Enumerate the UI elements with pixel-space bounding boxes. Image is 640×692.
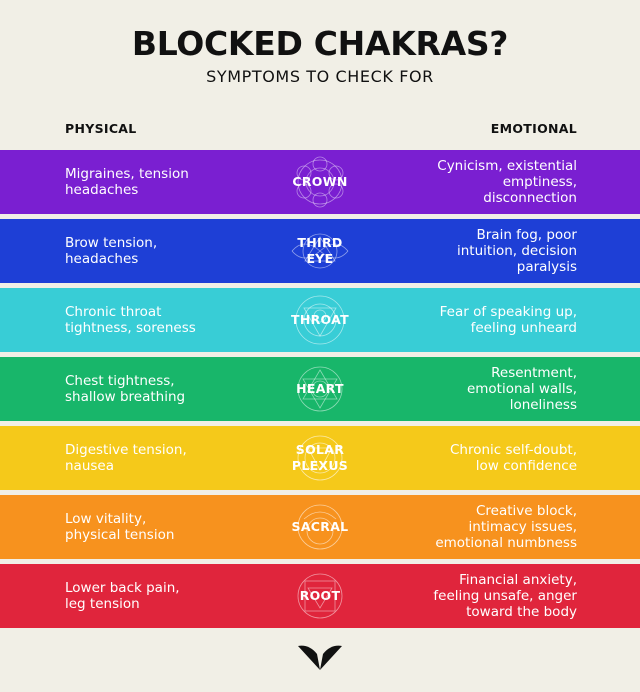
chakra-emblem [280,150,360,214]
emotional-symptoms-text: Creative block, intimacy issues, emotional numbness [435,503,577,551]
chakra-row-third-eye [0,219,640,283]
emotional-symptoms-text: Fear of speaking up, feeling unheard [439,304,577,336]
chakra-emblem [280,426,360,490]
emotional-symptoms [357,564,577,628]
chakra-name: HEART [296,381,344,396]
emotional-symptoms [357,495,577,559]
page-subtitle: SYMPTOMS TO CHECK FOR [206,67,434,86]
chakra-emblem [280,288,360,352]
emotional-symptoms [357,219,577,283]
chakra-emblem [280,495,360,559]
physical-column-header: PHYSICAL [65,121,137,136]
emotional-symptoms-text: Brain fog, poor intuition, decision paralysis [457,227,577,275]
emotional-symptoms [357,357,577,421]
emotional-symptoms [357,288,577,352]
chakra-name: THIRD EYE [297,235,343,266]
wings-logo-icon [295,640,345,672]
emotional-symptoms-text: Chronic self-doubt, low confidence [449,442,577,474]
chakra-name: SACRAL [291,519,349,534]
chakra-emblem [280,357,360,421]
chakra-row-throat [0,288,640,352]
physical-symptoms: Lower back pain, leg tension [65,580,180,612]
emotional-symptoms [357,150,577,214]
physical-symptoms: Brow tension, headaches [65,235,158,267]
emotional-symptoms-text: Financial anxiety, feeling unsafe, anger toward the body [433,572,577,620]
chakra-emblem [280,564,360,628]
chakra-name: CROWN [292,174,348,189]
chakra-row-sacral [0,495,640,559]
emotional-symptoms-text: Cynicism, existential emptiness, disconnection [437,158,577,206]
emotional-column-header: EMOTIONAL [490,121,577,136]
chakra-name: SOLAR PLEXUS [291,442,349,473]
physical-symptoms: Low vitality, physical tension [65,511,175,543]
chakra-row-heart [0,357,640,421]
physical-symptoms: Digestive tension, nausea [65,442,187,474]
chakra-emblem [280,219,360,283]
chakra-name: THROAT [291,312,349,327]
physical-symptoms: Chronic throat tightness, soreness [65,304,196,336]
page-title: BLOCKED CHAKRAS? [131,24,509,63]
emotional-symptoms-text: Resentment, emotional walls, loneliness [466,365,577,413]
chakra-row-crown [0,150,640,214]
chakra-row-root [0,564,640,628]
physical-symptoms: Chest tightness, shallow breathing [65,373,186,405]
physical-symptoms: Migraines, tension headaches [65,166,189,198]
emotional-symptoms [357,426,577,490]
chakra-row-solar-plexus [0,426,640,490]
chakra-name: ROOT [299,588,341,603]
